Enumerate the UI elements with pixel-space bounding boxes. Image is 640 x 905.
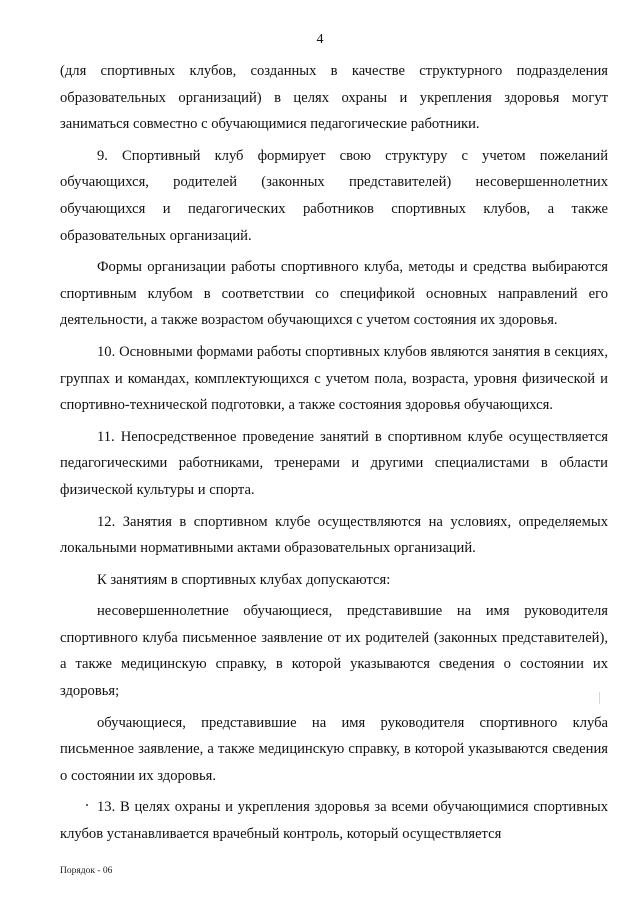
paragraph-admission: К занятиям в спортивных клубах допускаются: — [97, 571, 391, 588]
body-text — [60, 58, 608, 853]
scan-artifact — [599, 692, 600, 704]
paragraph-13: 13. В целях охраны и укрепления здоровья за всеми обучающимися спортивных клубов устанавливается врачебный контроль, который осуществляется — [60, 799, 608, 843]
paragraph-continuation: (для спортивных клубов, созданных в качестве структурного подразделения образовательных организаций) в целях охраны и укрепления здоровья могут заниматься совместно с обучающимися педагогические работники. — [60, 63, 608, 133]
paragraph-students: обучающиеся, представившие на имя руководителя спортивного клуба письменное заявление, а также медицинскую справку, в которой указываются сведения о состоянии их здоровья. — [60, 714, 608, 784]
paragraph-minors: несовершеннолетние обучающиеся, представившие на имя руководителя спортивного клуба письменное заявление от их родителей (законных представителей), а также медицинскую справку, в которой указываются сведения о состоянии их здоровья; — [60, 603, 608, 700]
footer-label: Порядок - 06 — [60, 866, 113, 876]
paragraph-12: 12. Занятия в спортивном клубе осуществляются на условиях, определяемых локальными нормативными актами образовательных организаций. — [60, 513, 608, 557]
paragraph-10: 10. Основными формами работы спортивных клубов являются занятия в секциях, группах и командах, комплектующихся с учетом пола, возраста, уровня физической и спортивно-технической подготовки, а также состояния здоровья обучающихся. — [60, 343, 608, 414]
paragraph-9: 9. Спортивный клуб формирует свою структуру с учетом пожеланий обучающихся, родителей (законных представителей) несовершеннолетних обучающихся и педагогических работников спортивных клубов, а также образовательных организаций. — [60, 147, 608, 244]
page-number: 4 — [316, 32, 324, 47]
paragraph-forms: Формы организации работы спортивного клуба, методы и средства выбираются спортивным клубом в соответствии со спецификой основных направлений его деятельности, а также возрастом обучающихся с учетом состояния их здоровья. — [60, 259, 608, 329]
scan-dot — [86, 804, 88, 806]
paragraph-11: 11. Непосредственное проведение занятий в спортивном клубе осуществляется педагогическими работниками, тренерами и другими специалистами в области физической культуры и спорта. — [60, 428, 608, 498]
